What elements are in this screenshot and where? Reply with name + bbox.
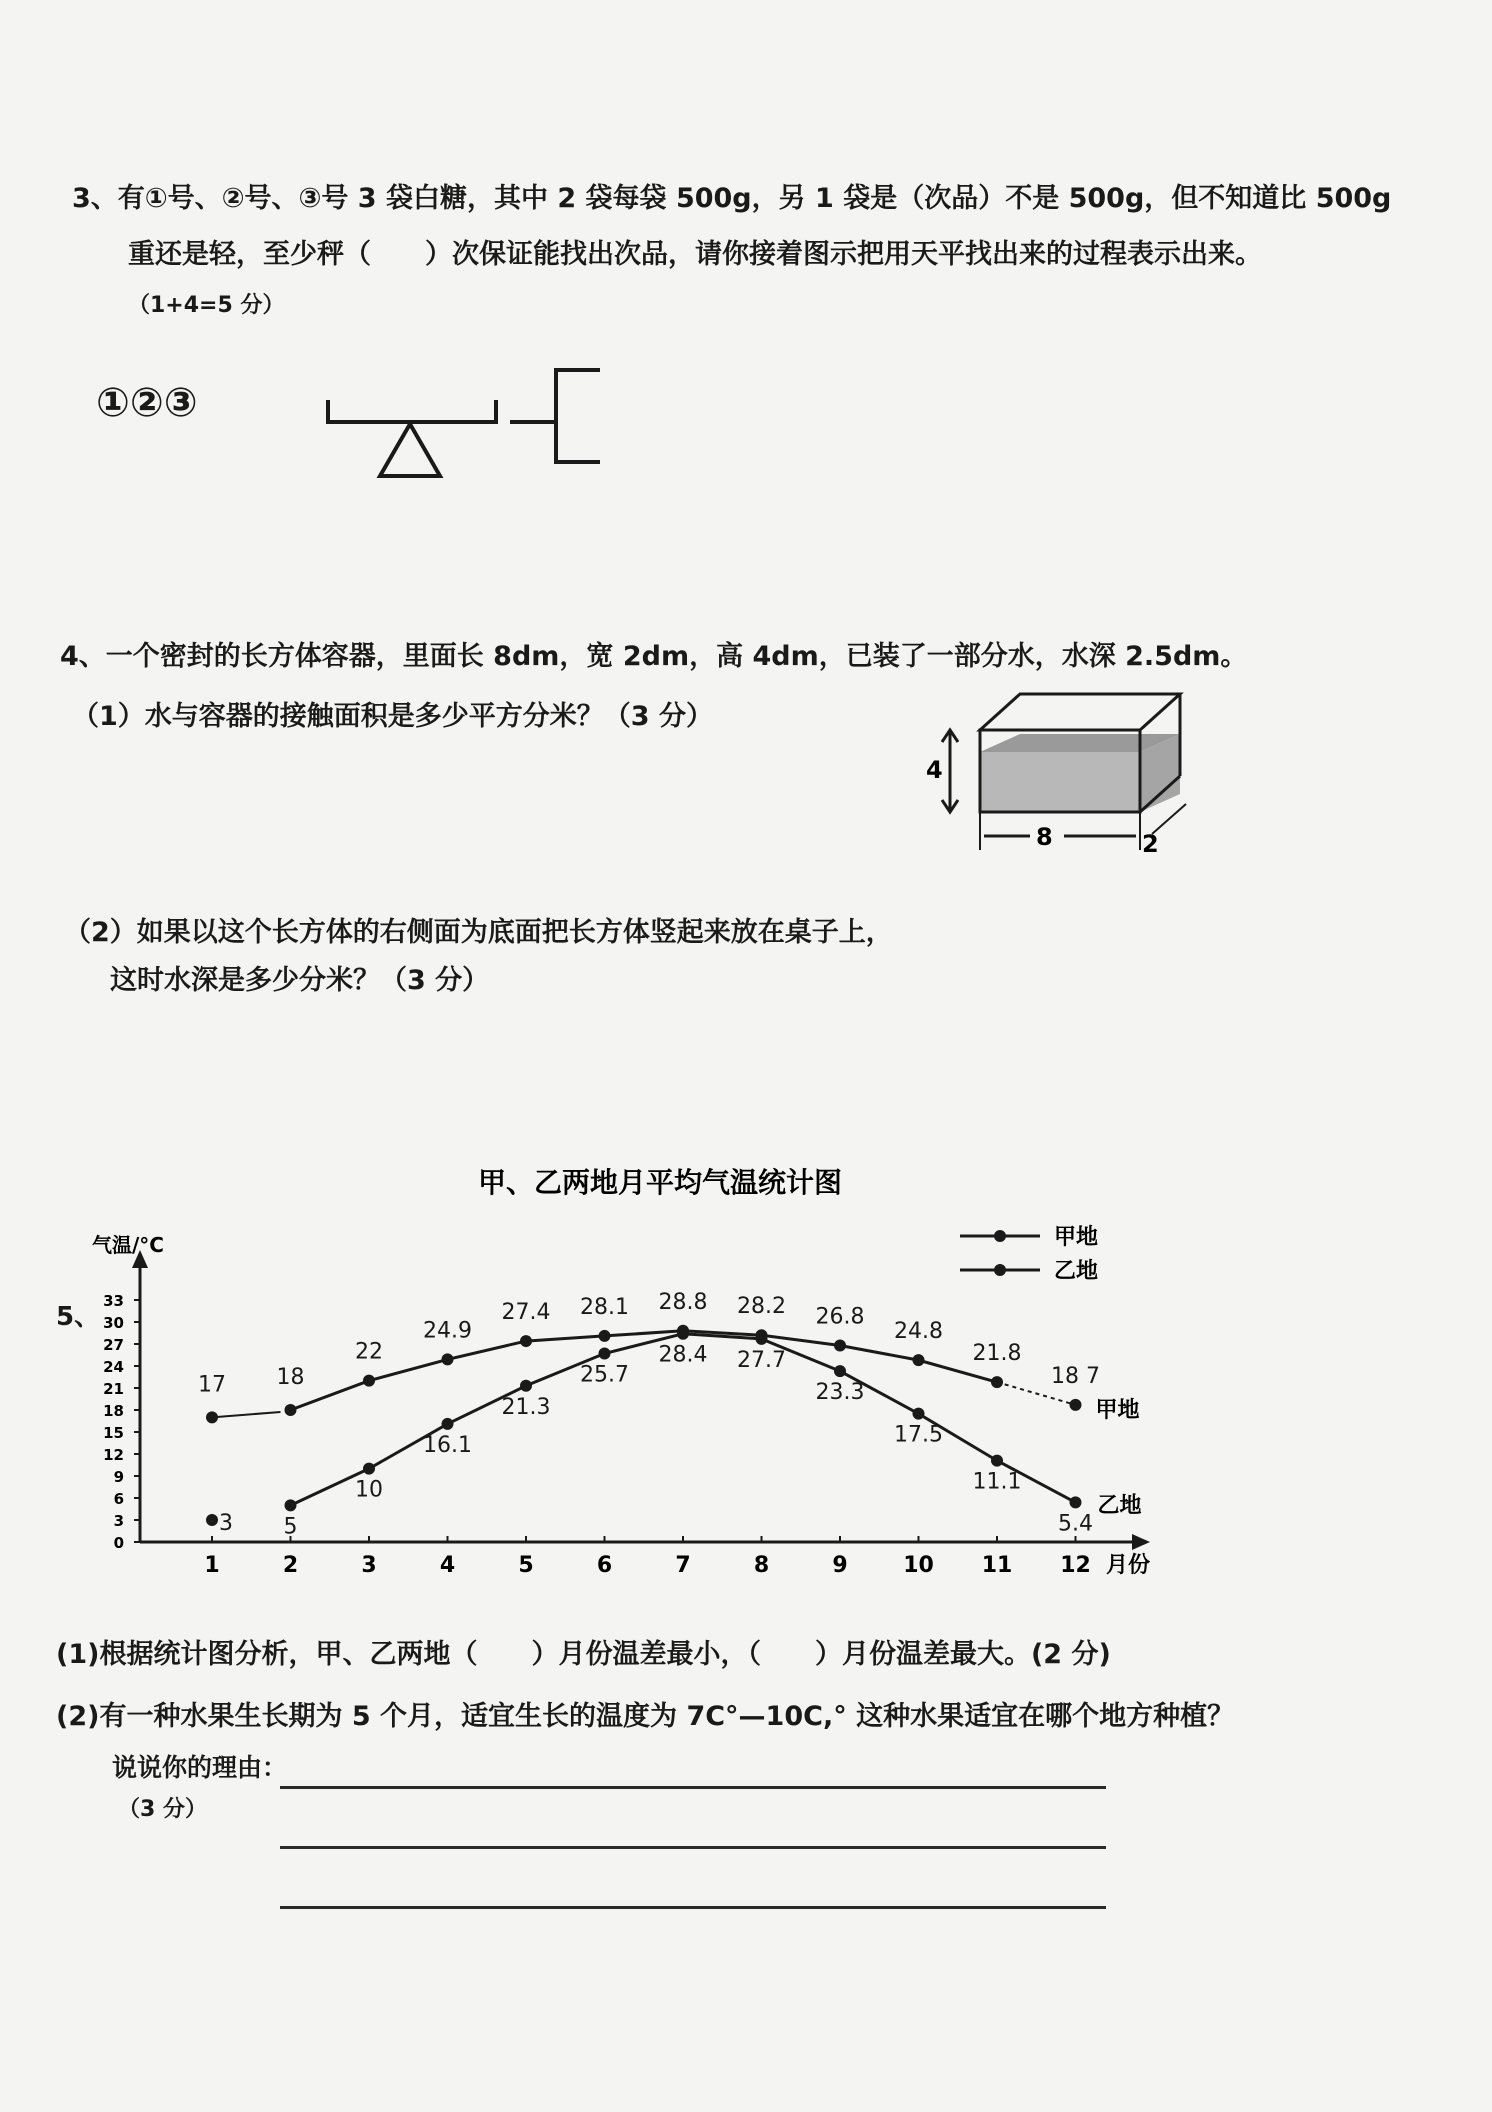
x-axis-label: 月份: [1106, 1553, 1151, 1578]
data-label: 11.1: [972, 1469, 1022, 1495]
data-label: 27.4: [501, 1300, 551, 1326]
legend-marker: [994, 1264, 1006, 1276]
data-label: 28.2: [737, 1294, 786, 1320]
q4-part2-line2: 这时水深是多少分米？（3 分）: [110, 965, 490, 996]
width-label: 2: [1142, 830, 1159, 858]
answer-line[interactable]: [280, 1906, 1106, 1909]
answer-line[interactable]: [280, 1846, 1106, 1849]
x-tick-label: 6: [596, 1553, 613, 1578]
x-tick-label: 7: [675, 1553, 691, 1578]
q3-line1: 3、有①号、②号、③号 3 袋白糖，其中 2 袋每袋 500g，另 1 袋是（次品）不是 500g，但不知道比 500g: [72, 183, 1392, 214]
data-label: 18: [276, 1365, 305, 1390]
data-point: [363, 1463, 375, 1475]
x-tick-label: 10: [903, 1553, 934, 1578]
q5-part2: (2)有一种水果生长期为 5 个月，适宜生长的温度为 7C°—10C,° 这种水果适宜在哪个地方种植？: [56, 1701, 1235, 1732]
data-label: 3: [219, 1511, 233, 1536]
chart-title: 甲、乙两地月平均气温统计图: [477, 1166, 843, 1199]
data-label: 5: [283, 1514, 298, 1540]
y-tick-label: 27: [103, 1336, 124, 1354]
box-top: [980, 694, 1180, 730]
answer-bracket: [556, 370, 600, 462]
data-label: 21.3: [501, 1394, 551, 1420]
data-point: [285, 1499, 297, 1511]
data-label: 28.8: [658, 1289, 708, 1315]
data-point: [442, 1418, 454, 1430]
series-end-label-yi: 乙地: [1097, 1493, 1142, 1519]
y-tick-label: 15: [103, 1424, 124, 1442]
data-point: [442, 1353, 454, 1365]
q3-score: （1+4=5 分）: [128, 293, 285, 318]
q4-part2-line1: （2）如果以这个长方体的右侧面为底面把长方体竖起来放在桌子上，: [64, 917, 893, 948]
q5-number: 5、: [56, 1302, 101, 1332]
answer-line[interactable]: [280, 1786, 1106, 1789]
data-point: [991, 1376, 1003, 1388]
y-tick-label: 6: [113, 1490, 124, 1508]
data-label: 21.8: [972, 1341, 1022, 1367]
data-label: 25.7: [580, 1362, 629, 1388]
x-tick-label: 1: [204, 1553, 220, 1578]
q5-part1: (1)根据统计图分析，甲、乙两地（ ）月份温差最小，（ ）月份温差最大。(2 分): [56, 1639, 1111, 1670]
data-label: 28.1: [580, 1294, 629, 1320]
data-label: 27.7: [737, 1347, 786, 1373]
legend-label: 乙地: [1054, 1259, 1099, 1284]
water-front: [980, 752, 1140, 812]
scale-beam: [328, 400, 496, 422]
data-label: 22: [355, 1339, 383, 1365]
data-label: 17: [198, 1372, 226, 1398]
legend-marker: [994, 1230, 1006, 1242]
y-tick-label: 24: [103, 1358, 124, 1376]
y-tick-label: 33: [103, 1292, 124, 1310]
y-tick-label: 12: [103, 1446, 124, 1464]
balance-scale-icon: [310, 360, 610, 490]
data-point: [285, 1404, 297, 1416]
series-end-label-jia: 甲地: [1095, 1397, 1140, 1423]
data-label: 26.8: [815, 1304, 865, 1330]
y-tick-label: 9: [113, 1468, 124, 1486]
data-label: 16.1: [423, 1432, 472, 1458]
data-point: [520, 1380, 532, 1392]
x-tick-label: 11: [981, 1553, 1013, 1578]
data-label: 18 7: [1051, 1363, 1100, 1389]
x-tick-label: 9: [832, 1553, 848, 1578]
data-point: [913, 1408, 925, 1420]
x-tick-label: 5: [518, 1553, 534, 1578]
length-label: 8: [1036, 823, 1053, 851]
data-label: 5.4: [1058, 1511, 1093, 1537]
data-point: [520, 1335, 532, 1347]
data-point: [206, 1411, 218, 1423]
data-point: [756, 1333, 768, 1345]
x-tick-label: 8: [753, 1553, 770, 1578]
data-point: [913, 1354, 925, 1366]
y-axis-label: 气温/°C: [92, 1233, 164, 1257]
q4-part1: （1）水与容器的接触面积是多少平方分米？（3 分）: [72, 701, 713, 732]
data-point: [991, 1455, 1003, 1467]
reason-label: 说说你的理由：: [112, 1753, 288, 1782]
data-label: 23.3: [815, 1380, 865, 1406]
y-tick-label: 30: [103, 1314, 124, 1332]
data-point: [834, 1365, 846, 1377]
q4-stem: 4、一个密封的长方体容器，里面长 8dm，宽 2dm，高 4dm，已装了一部分水，水深 2.5dm。: [60, 641, 1248, 672]
data-label: 17.5: [894, 1422, 943, 1448]
data-label: 24.8: [894, 1319, 943, 1345]
bag-numbers: ①②③: [96, 380, 198, 426]
data-point: [363, 1375, 375, 1387]
x-tick-label: 12: [1060, 1553, 1091, 1578]
y-tick-label: 21: [103, 1380, 124, 1398]
reason-score: （3 分）: [118, 1797, 207, 1822]
data-point: [1070, 1399, 1082, 1411]
x-axis-arrow-icon: [1132, 1534, 1150, 1550]
data-point: [599, 1348, 611, 1360]
data-label: 24.9: [423, 1318, 472, 1344]
q3-line2: 重还是轻，至少秤（ ）次保证能找出次品，请你接着图示把用天平找出来的过程表示出来。: [128, 239, 1262, 270]
data-point: [599, 1330, 611, 1342]
x-tick-label: 4: [439, 1553, 456, 1578]
series-segment: [212, 1412, 281, 1417]
y-tick-label: 0: [113, 1534, 124, 1552]
data-point: [1070, 1496, 1082, 1508]
data-label: 10: [355, 1477, 383, 1503]
height-label: 4: [926, 756, 943, 784]
container-box-diagram: [926, 680, 1210, 860]
scale-fulcrum: [380, 424, 440, 476]
data-label: 28.4: [658, 1342, 708, 1368]
legend-label: 甲地: [1054, 1225, 1099, 1250]
data-point: [206, 1514, 218, 1526]
y-tick-label: 18: [103, 1402, 124, 1420]
x-tick-label: 3: [361, 1553, 377, 1578]
data-point: [677, 1328, 689, 1340]
temperature-line-chart: [0, 1150, 1492, 1590]
y-tick-label: 3: [113, 1512, 124, 1530]
data-point: [834, 1339, 846, 1351]
x-tick-label: 2: [282, 1553, 299, 1578]
